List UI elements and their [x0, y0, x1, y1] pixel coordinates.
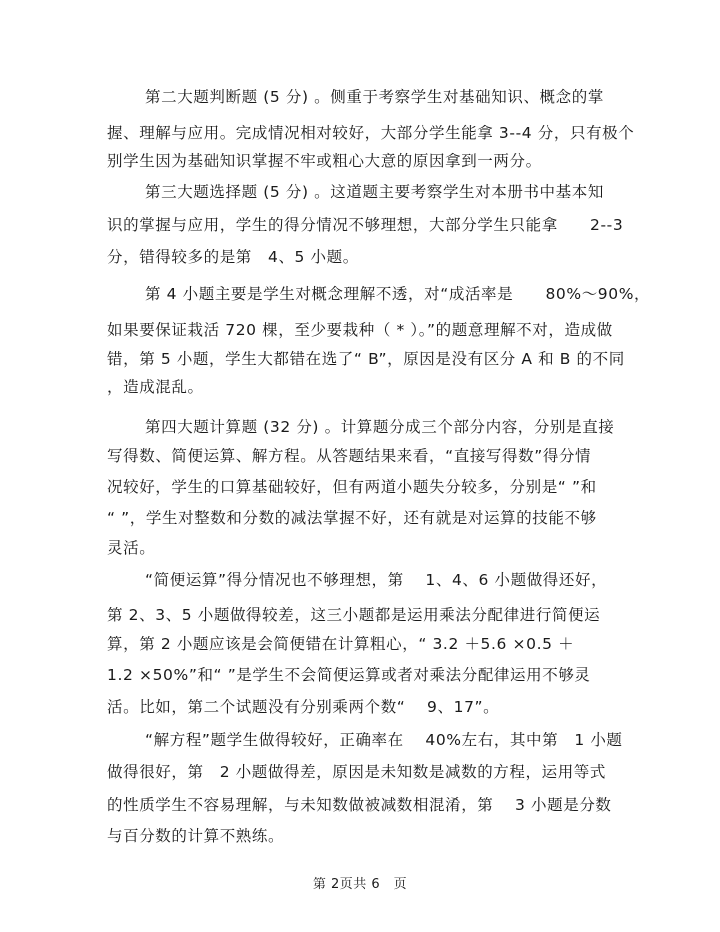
paragraph-line: 识的掌握与应用，学生的得分情况不够理想，大部分学生只能拿 2--3 — [107, 216, 624, 234]
page-footer: 第 2页共 6 页 — [312, 877, 408, 892]
paragraph-line: 况较好，学生的口算基础较好，但有两道小题失分较多，分别是“ ”和 — [107, 478, 597, 496]
paragraph-line: 别学生因为基础知识掌握不牢或粗心大意的原因拿到一两分。 — [107, 152, 542, 170]
paragraph-line: 第二大题判断题 (5 分) 。侧重于考察学生对基础知识、概念的掌 — [145, 88, 604, 106]
paragraph-line: “解方程”题学生做得较好，正确率在 40%左右，其中第 1 小题 — [145, 731, 623, 749]
paragraph-line: 分，错得较多的是第 4、5 小题。 — [107, 248, 359, 266]
paragraph-line: 做得很好，第 2 小题做得差，原因是未知数是减数的方程，运用等式 — [107, 763, 606, 781]
paragraph-line: 的性质学生不容易理解，与未知数做被减数相混淆，第 3 小题是分数 — [107, 796, 612, 814]
paragraph-line: ，造成混乱。 — [107, 378, 204, 396]
paragraph-line: 算，第 2 小题应该是会简便错在计算粗心，“ 3.2 ＋5.6 ×0.5 ＋ — [107, 635, 575, 653]
paragraph-line: 第 4 小题主要是学生对概念理解不透，对“成活率是 80%～90%， — [145, 285, 651, 303]
paragraph-line: 写得数、简便运算、解方程。从答题结果来看，“直接写得数”得分情 — [107, 447, 592, 465]
paragraph-line: 如果要保证栽活 720 棵，至少要栽种（ * ）。”的题意理解不对，造成做 — [107, 321, 613, 339]
paragraph-line: 活。比如，第二个试题没有分别乘两个数“ 9、17”。 — [107, 698, 500, 716]
paragraph-line: 错，第 5 小题，学生大都错在选了“ B”，原因是没有区分 A 和 B 的不同 — [107, 350, 625, 368]
paragraph-line: “ ”，学生对整数和分数的减法掌握不好，还有就是对运算的技能不够 — [107, 509, 597, 527]
paragraph-line: 第三大题选择题 (5 分) 。这道题主要考察学生对本册书中基本知 — [145, 183, 604, 201]
paragraph-line: 与百分数的计算不熟练。 — [107, 827, 285, 845]
paragraph-line: 握、理解与应用。完成情况相对较好，大部分学生能拿 3--4 分，只有极个 — [107, 124, 635, 142]
paragraph-line: “简便运算”得分情况也不够理想，第 1、4、6 小题做得还好， — [145, 571, 608, 589]
paragraph-line: 第 2、3、5 小题做得较差，这三小题都是运用乘法分配律进行简便运 — [107, 606, 601, 624]
paragraph-line: 灵活。 — [107, 539, 156, 557]
paragraph-line: 1.2 ×50%”和“ ”是学生不会简便运算或者对乘法分配律运用不够灵 — [107, 666, 591, 684]
paragraph-line: 第四大题计算题 (32 分) 。计算题分成三个部分内容，分别是直接 — [145, 418, 615, 436]
